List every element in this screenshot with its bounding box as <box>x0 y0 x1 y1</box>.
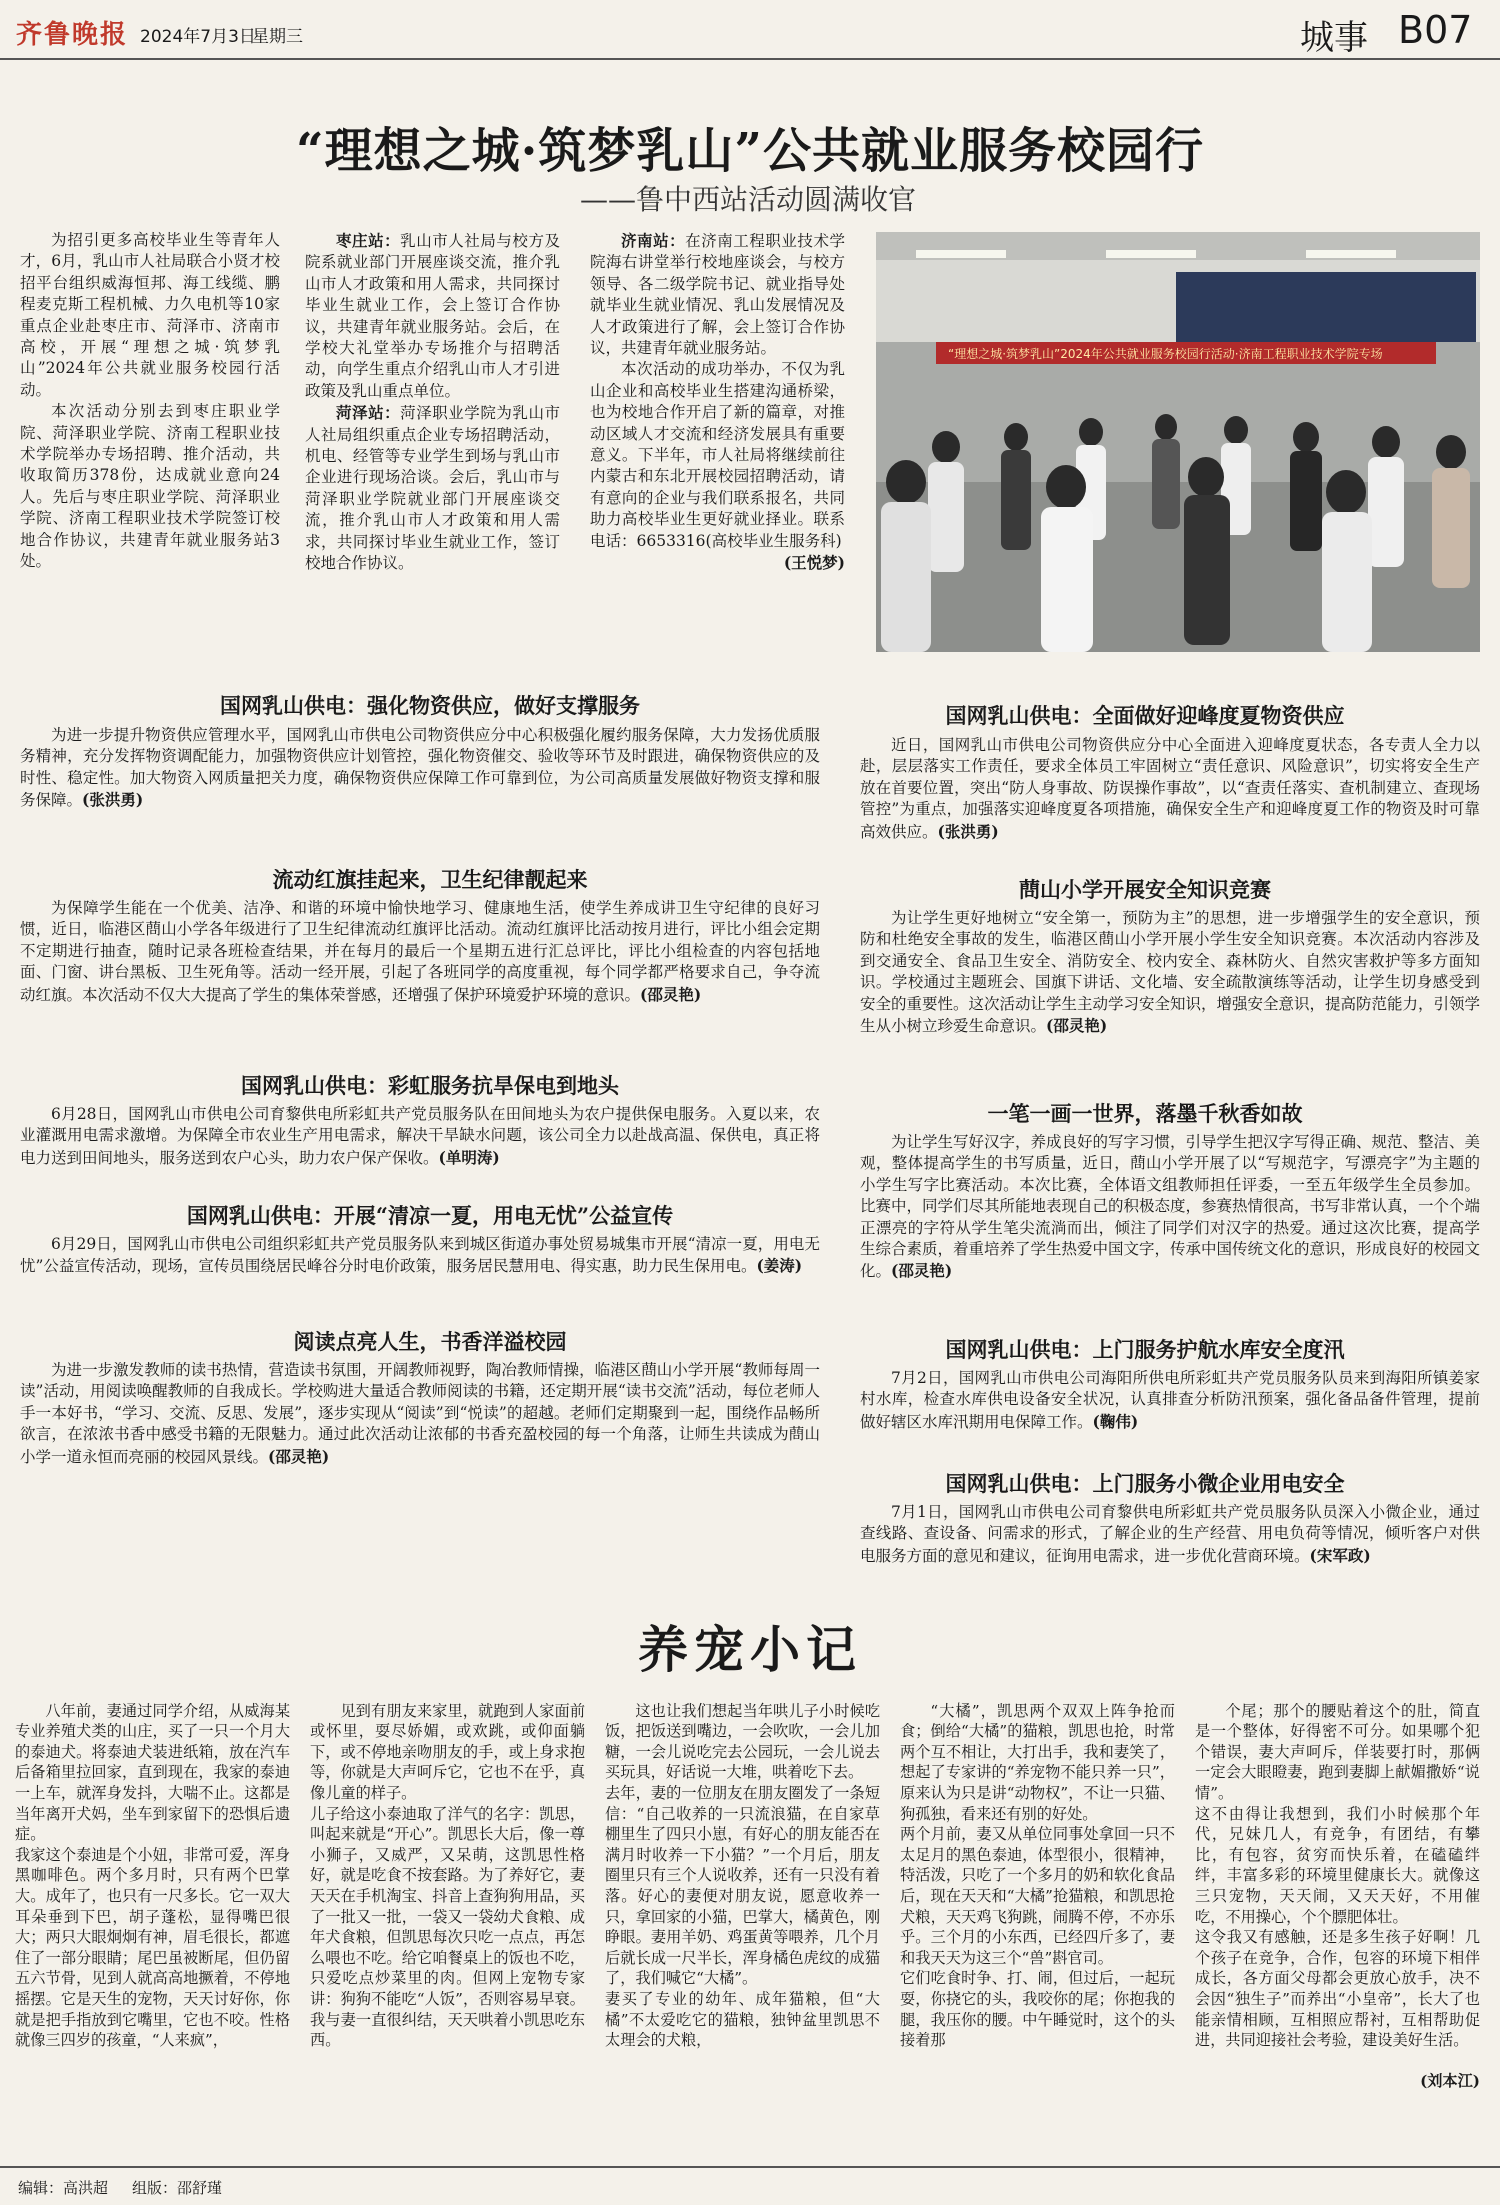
byline: (邵灵艳) <box>891 1261 953 1281</box>
lead-paragraph: 本次活动的成功举办，不仅为乳山企业和高校毕业生搭建沟通桥梁，也为校地合作开启了新的篇章，对推动区域人才交流和经济发展具有重要意义。下半年，市人社局将继续前往内蒙古和东北开展校园招聘活动，请有意向的企业与我们联系报名，共同助力高校毕业生更好就业择业。联系电话：6653316(高校毕业生服务科) <box>590 360 845 550</box>
designer-credit: 组版：邵舒瑾 <box>132 2179 223 2197</box>
essay-col2 <box>310 1680 585 2071</box>
page-number: B07 <box>1398 8 1473 52</box>
article-text: 为进一步激发教师的读书热情，营造读书氛围，开阔教师视野，陶冶教师情操，临港区蔄山小学开展“教师每周一读”活动，用阅读唤醒教师的自我成长。学校购进大量适合教师阅读的书籍，还定期开展“读书交流”活动，每位老师人手一本好书，“学习、交流、反思、发展”，逐步实现从“阅读”到“悦读”的超越。老师们定期聚到一起，围绕作品畅所欲言，在浓浓书香中感受书籍的无限魅力。通过此次活动让浓郁的书香充盈校园的每一个角落，让师生共读成为蔄山小学一道永恒而亮丽的校园风景线。(邵灵艳) <box>20 1361 820 1466</box>
essay-text: “大橘”，凯思两个双双上阵争抢而食；倒给“大橘”的猫粮，凯思也抢，时常两个互不相让，大打出手，我和妻笑了，想起了专家讲的“养宠物不能只养一只”，原来认为只是讲“动物权”，不让一只猫、狗孤独，看来还有别的好处。 两个月前，妻又从单位同事处拿回一只不太足月的黑色泰迪，体型很小，很精神，特活泼，只吃了一个多月的奶和软化食品后，现在天天和“大橘”抢猫粮，和凯思抢犬粮，天天鸡飞狗跳，闹腾不停，不亦乐乎。三个月的小东西，已经四斤多了，妻和我天天为这三个“兽”斟官司。 它们吃食时争、打、闹，但过后，一起玩耍，你挠它的头，我咬你的尾；你抱我的腿，我压你的腰。中午睡觉时，这个的头接着那 <box>900 1701 1175 2050</box>
byline: (张洪勇) <box>937 821 999 841</box>
byline: (单明涛) <box>438 1147 500 1167</box>
byline: (鞠伟) <box>1092 1411 1139 1431</box>
article-title: 流动红旗挂起来，卫生纪律靓起来 <box>272 867 588 892</box>
masthead <box>0 0 1500 60</box>
photo-banner-text: “理想之城·筑梦乳山”2024年公共就业服务校园行活动·济南工程职业技术学院专场 <box>948 347 1383 361</box>
article-body <box>860 1368 1480 1433</box>
essay-col4 <box>900 1680 1175 2071</box>
article-title: 国网乳山供电：上门服务小微企业用电安全 <box>945 1471 1345 1496</box>
lead-article-col2 <box>305 230 560 575</box>
station-label: 枣庄站： <box>336 231 401 250</box>
lead-subheadline: ——鲁中西站活动圆满收官 <box>580 183 917 216</box>
station-text: 乳山市人社局与校方及院系就业部门开展座谈交流，推介乳山市人才政策和用人需求，共同探讨毕业生就业工作，会上签订合作协议，共建青年就业服务站。会后，在学校大礼堂举办专场推介与招聘活动，向学生重点介绍乳山市人才引进政策及乳山重点单位。 <box>305 232 560 400</box>
page-footer <box>0 2166 1500 2205</box>
article-body <box>860 735 1480 843</box>
article-title: 国网乳山供电：强化物资供应，做好支撑服务 <box>220 693 640 718</box>
article-title: 阅读点亮人生，书香洋溢校园 <box>293 1329 567 1354</box>
station-text: 在济南工程职业技术学院海右讲堂举行校地座谈会，与校方领导、各二级学院书记、就业指导处就毕业生就业情况、乳山发展情况及人才政策进行了解，会上签订合作协议，共建青年就业服务站。 <box>590 232 845 358</box>
article-body <box>860 908 1480 1037</box>
essay-text: 八年前，妻通过同学介绍，从威海某专业养殖犬类的山庄，买了一只一个月大的泰迪犬。将泰迪犬装进纸箱，放在汽车后备箱里拉回家，直到现在，我家的泰迪一上车，就浑身发抖，大喘不止。这都是当年离开犬妈，坐车到家留下的恐惧后遗症。 我家这个泰迪是个小妞，非常可爱，浑身黑咖啡色。两个多月时，只有两个巴掌大。成年了，也只有一尺多长。它一双大耳朵垂到下巴，胡子蓬松，显得嘴巴很大；两只大眼炯炯有神，眉毛很长，都遮住了一部分眼睛；尾巴虽被断尾，但仍留五六节骨，见到人就高高地撅着，不停地摇摆。它是天生的宠物，天天讨好你，你就是把手指放到它嘴里，它也不咬。性格就像三四岁的孩童，“人来疯”， <box>15 1701 290 2050</box>
article-title: 蔄山小学开展安全知识竞赛 <box>1019 877 1271 902</box>
article-text: 为让学生更好地树立“安全第一，预防为主”的思想，进一步增强学生的安全意识，预防和杜绝安全事故的发生，临港区蔄山小学开展小学生安全知识竞赛。本次活动内容涉及到交通安全、食品卫生安全、消防安全、校内安全、森林防火、自然灾害救护等多方面知识。学校通过主题班会、国旗下讲话、文化墙、安全疏散演练等活动，让学生切身感受到安全的重要性。这次活动让学生主动学习安全知识，增强安全意识，提高防范能力，引领学生从小树立珍爱生命意识。(邵灵艳) <box>860 909 1481 1036</box>
essay-col3 <box>605 1680 880 2071</box>
article-text: 6月28日，国网乳山市供电公司育黎供电所彩虹共产党员服务队在田间地头为农户提供保电服务。入夏以来，农业灌溉用电需求激增。为保障全市农业生产用电需求，解决干旱缺水问题，该公司全力以赴战高温、保供电，真正将电力送到田间地头，服务送到农户心头，助力农户保产保收。(单明涛) <box>20 1105 820 1167</box>
issue-date: 2024年7月3日 <box>140 27 256 47</box>
issue-weekday: 星期三 <box>252 27 303 47</box>
article-text: 为让学生写好汉字，养成良好的写字习惯，引导学生把汉字写得正确、规范、整洁、美观，整体提高学生的书写质量，近日，蔄山小学开展了以“写规范字，写漂亮字”为主题的小学生写字比赛活动。本次比赛，全体语文组教师担任评委，一至五年级学生全员参加。比赛中，同学们尽其所能地表现自己的积极态度，参赛热情很高，书写非常认真，一个个端正漂亮的字符从学生笔尖流淌而出，倾注了同学们对汉字的热爱。通过这次比赛，提高学生综合素质，着重培养了学生热爱中国文字，传承中国传统文化的意识，形成良好的校园文化。(邵灵艳) <box>860 1133 1481 1281</box>
essay-col1 <box>15 1680 290 2071</box>
article-body <box>20 1234 820 1278</box>
section-name: 城事 <box>1300 18 1368 58</box>
essay-text: 个尾；那个的腰贴着这个的肚，简直是一个整体，好得密不可分。如果哪个犯个错误，妻大声呵斥，佯装要打时，那俩一定会大眼瞪妻，跑到妻脚上献媚撒娇“说情”。 这不由得让我想到，我们小时候那个年代，兄妹几人，有竞争，有团结，有攀比，有包容，贫穷而快乐着，在磕磕绊绊，丰富多彩的环境里健康长大。就像这三只宠物，天天闹，又天天好，不用催吃，不用操心，个个膘肥体壮。 这令我又有感触，还是多生孩子好啊！几个孩子在竞争，合作，包容的环境下相伴成长，各方面父母都会更放心放手，决不会因“独生子”而养出“小皇帝”，长大了也能亲情相顾，互相照应帮衬，互相帮助促进，共同迎接社会考验，建设美好生活。 <box>1195 1701 1480 2050</box>
article-title: 国网乳山供电：上门服务护航水库安全度汛 <box>945 1337 1345 1362</box>
crowd-illustration <box>876 232 1480 652</box>
lead-article-col3 <box>590 230 845 575</box>
essay-text: 见到有朋友来家里，就跑到人家面前或怀里，耍尽娇媚，或欢跳，或仰面躺下，或不停地亲吻朋友的手，或上身求抱等，你就是大声呵斥它，它也不在乎，真像儿童的样子。 儿子给这小泰迪取了洋气的名字：凯思，叫起来就是“开心”。凯思长大后，像一尊小狮子，又威严，又呆萌，这凯思性格好，就是吃食不按套路。为了养好它，妻天天在手机淘宝、抖音上查狗狗用品，买了一批又一批，一袋又一袋幼犬食粮、成年犬食粮，但凯思每次只吃一点点，再怎么喂也不吃。给它咱餐桌上的饭也不吃，只爱吃点炒菜里的肉。但网上宠物专家讲：狗狗不能吃“人饭”，否则容易早衰。我与妻一直很纠结，天天哄着小凯思吃东西。 <box>310 1701 585 2050</box>
lead-paragraph: 本次活动分别去到枣庄职业学院、菏泽职业学院、济南工程职业技术学院举办专场招聘、推介活动，共收取简历378份，达成就业意向24人。先后与枣庄职业学院、菏泽职业学院、济南工程职业技术学院签订校地合作协议，共建青年就业服务站3处。 <box>20 402 280 571</box>
article-body <box>20 725 820 812</box>
byline: (姜涛) <box>756 1256 803 1276</box>
newspaper-logo: 齐鲁晚报 <box>16 20 129 50</box>
article-text: 为保障学生能在一个优美、洁净、和谐的环境中愉快地学习、健康地生活，使学生养成讲卫生守纪律的良好习惯，近日，临港区蔄山小学各年级进行了卫生纪律流动红旗评比活动。流动红旗评比活动按月进行，评比小组会定期不定期进行抽查，随时记录各班检查结果，并在每月的最后一个星期五进行汇总评比，评比小组检查的内容包括地面、门窗、讲台黑板、卫生死角等。活动一经开展，引起了各班同学的高度重视，每个同学都严格要求自己，争夺流动红旗。本次活动不仅大大提高了学生的集体荣誉感，还增强了保护环境爱护环境的意识。(邵灵艳) <box>20 899 820 1004</box>
article-title: 国网乳山供电：开展“清凉一夏，用电无忧”公益宣传 <box>186 1203 674 1228</box>
editor-credit: 编辑：高洪超 <box>18 2179 109 2197</box>
byline: (邵灵艳) <box>640 984 702 1004</box>
station-label: 菏泽站： <box>336 403 401 423</box>
station-label: 济南站： <box>621 231 686 250</box>
lead-article-col1 <box>20 230 280 573</box>
article-text: 7月1日，国网乳山市供电公司育黎供电所彩虹共产党员服务队员深入小微企业，通过查线路、查设备、问需求的形式，了解企业的生产经营、用电负荷等情况，倾听客户对供电服务方面的意见和建议，征询用电需求，进一步优化营商环境。(宋军政) <box>860 1503 1480 1565</box>
job-fair-photo <box>876 232 1480 652</box>
article-text: 6月29日，国网乳山市供电公司组织彩虹共产党员服务队来到城区街道办事处贸易城集市开展“清凉一夏，用电无忧”公益宣传活动，现场，宣传员围绕居民峰谷分时电价政策，服务居民慧用电、得实惠，助力民生保用电。(姜涛) <box>20 1235 820 1276</box>
article-title: 国网乳山供电：彩虹服务抗旱保电到地头 <box>241 1073 619 1098</box>
byline: (邵灵艳) <box>1046 1016 1108 1036</box>
article-text: 为进一步提升物资供应管理水平，国网乳山市供电公司物资供应分中心积极强化履约服务保障，大力发扬优质服务精神，充分发挥物资调配能力，加强物资供应计划管控，强化物资催交、验收等环节及时跟进，确保物资供应的及时性、稳定性。加大物资入网质量把关力度，确保物资供应保障工作可靠到位，为公司高质量发展做好物资支撑和服务保障。(张洪勇) <box>20 726 820 810</box>
lead-paragraph: 为招引更多高校毕业生等青年人才，6月，乳山市人社局联合小贤才校招平台组织威海恒邦、海工线缆、鹏程麦克斯工程机械、力久电机等10家重点企业赴枣庄市、菏泽市、济南市高校，开展“理想之城·筑梦乳山”2024年公共就业服务校园行活动。 <box>20 231 280 399</box>
byline: (刘本江) <box>1420 2072 1480 2091</box>
lead-headline: “理想之城·筑梦乳山”公共就业服务校园行 <box>296 123 1204 179</box>
article-body <box>860 1502 1480 1567</box>
station-text: 菏泽职业学院为乳山市人社局组织重点企业专场招聘活动，机电、经管等专业学生到场与乳山市企业进行现场洽谈。会后，乳山市与菏泽职业学院就业部门开展座谈交流，推介乳山市人才政策和用人需求，共同探讨毕业生就业工作，签订校地合作协议。 <box>305 404 560 573</box>
article-body <box>20 1360 820 1468</box>
byline: (邵灵艳) <box>268 1446 330 1466</box>
article-text: 7月2日，国网乳山市供电公司海阳所供电所彩虹共产党员服务队员来到海阳所镇姜家村水库，检查水库供电设备安全状况，认真排查分析防汛预案，强化备品备件管理，提前做好辖区水库汛期用电保障工作。(鞠伟) <box>860 1369 1480 1431</box>
article-body <box>20 898 820 1006</box>
article-title: 一笔一画一世界，落墨千秋香如故 <box>987 1101 1303 1126</box>
article-text: 近日，国网乳山市供电公司物资供应分中心全面进入迎峰度夏状态，各专责人全力以赴，层层落实工作责任，要求全体员工牢固树立“责任意识、风险意识”，切实将安全生产放在首要位置，突出“防人身事故、防误操作事故”，以“查责任落实、查机制建立、查现场管控”为重点，加强落实迎峰度夏各项措施，确保安全生产和迎峰度夏工作的物资及时可靠高效供应。(张洪勇) <box>860 736 1480 841</box>
essay-text: 这也让我们想起当年哄儿子小时候吃饭，把饭送到嘴边，一会吹吹，一会儿加糖，一会儿说吃完去公园玩，一会儿说去买玩具，好话说一大堆，哄着吃下去。 去年，妻的一位朋友在朋友圈发了一条短信：“自己收养的一只流浪猫，在自家草棚里生了四只小崽，有好心的朋友能否在满月时收养一下小猫？”一个月后，朋友圈里只有三个人说收养，还有一只没有着落。好心的妻便对朋友说，愿意收养一只，拿回家的小猫，巴掌大，橘黄色，刚睁眼。妻用羊奶、鸡蛋黄等喂养，几个月后就长成一尺半长，浑身橘色虎纹的成猫了，我们喊它“大橘”。 妻买了专业的幼年、成年猫粮，但“大橘”不太爱吃它的猫粮，独钟盆里凯思不太理会的犬粮， <box>605 1701 880 2050</box>
byline: (宋军政) <box>1309 1545 1371 1565</box>
byline: (张洪勇) <box>82 790 144 810</box>
article-title: 国网乳山供电：全面做好迎峰度夏物资供应 <box>945 703 1345 728</box>
byline: (王悦梦) <box>783 553 845 573</box>
article-body <box>20 1104 820 1169</box>
essay-col5 <box>1195 1680 1480 2112</box>
article-body <box>860 1132 1480 1283</box>
essay-title: 养宠小记 <box>638 1620 862 1679</box>
